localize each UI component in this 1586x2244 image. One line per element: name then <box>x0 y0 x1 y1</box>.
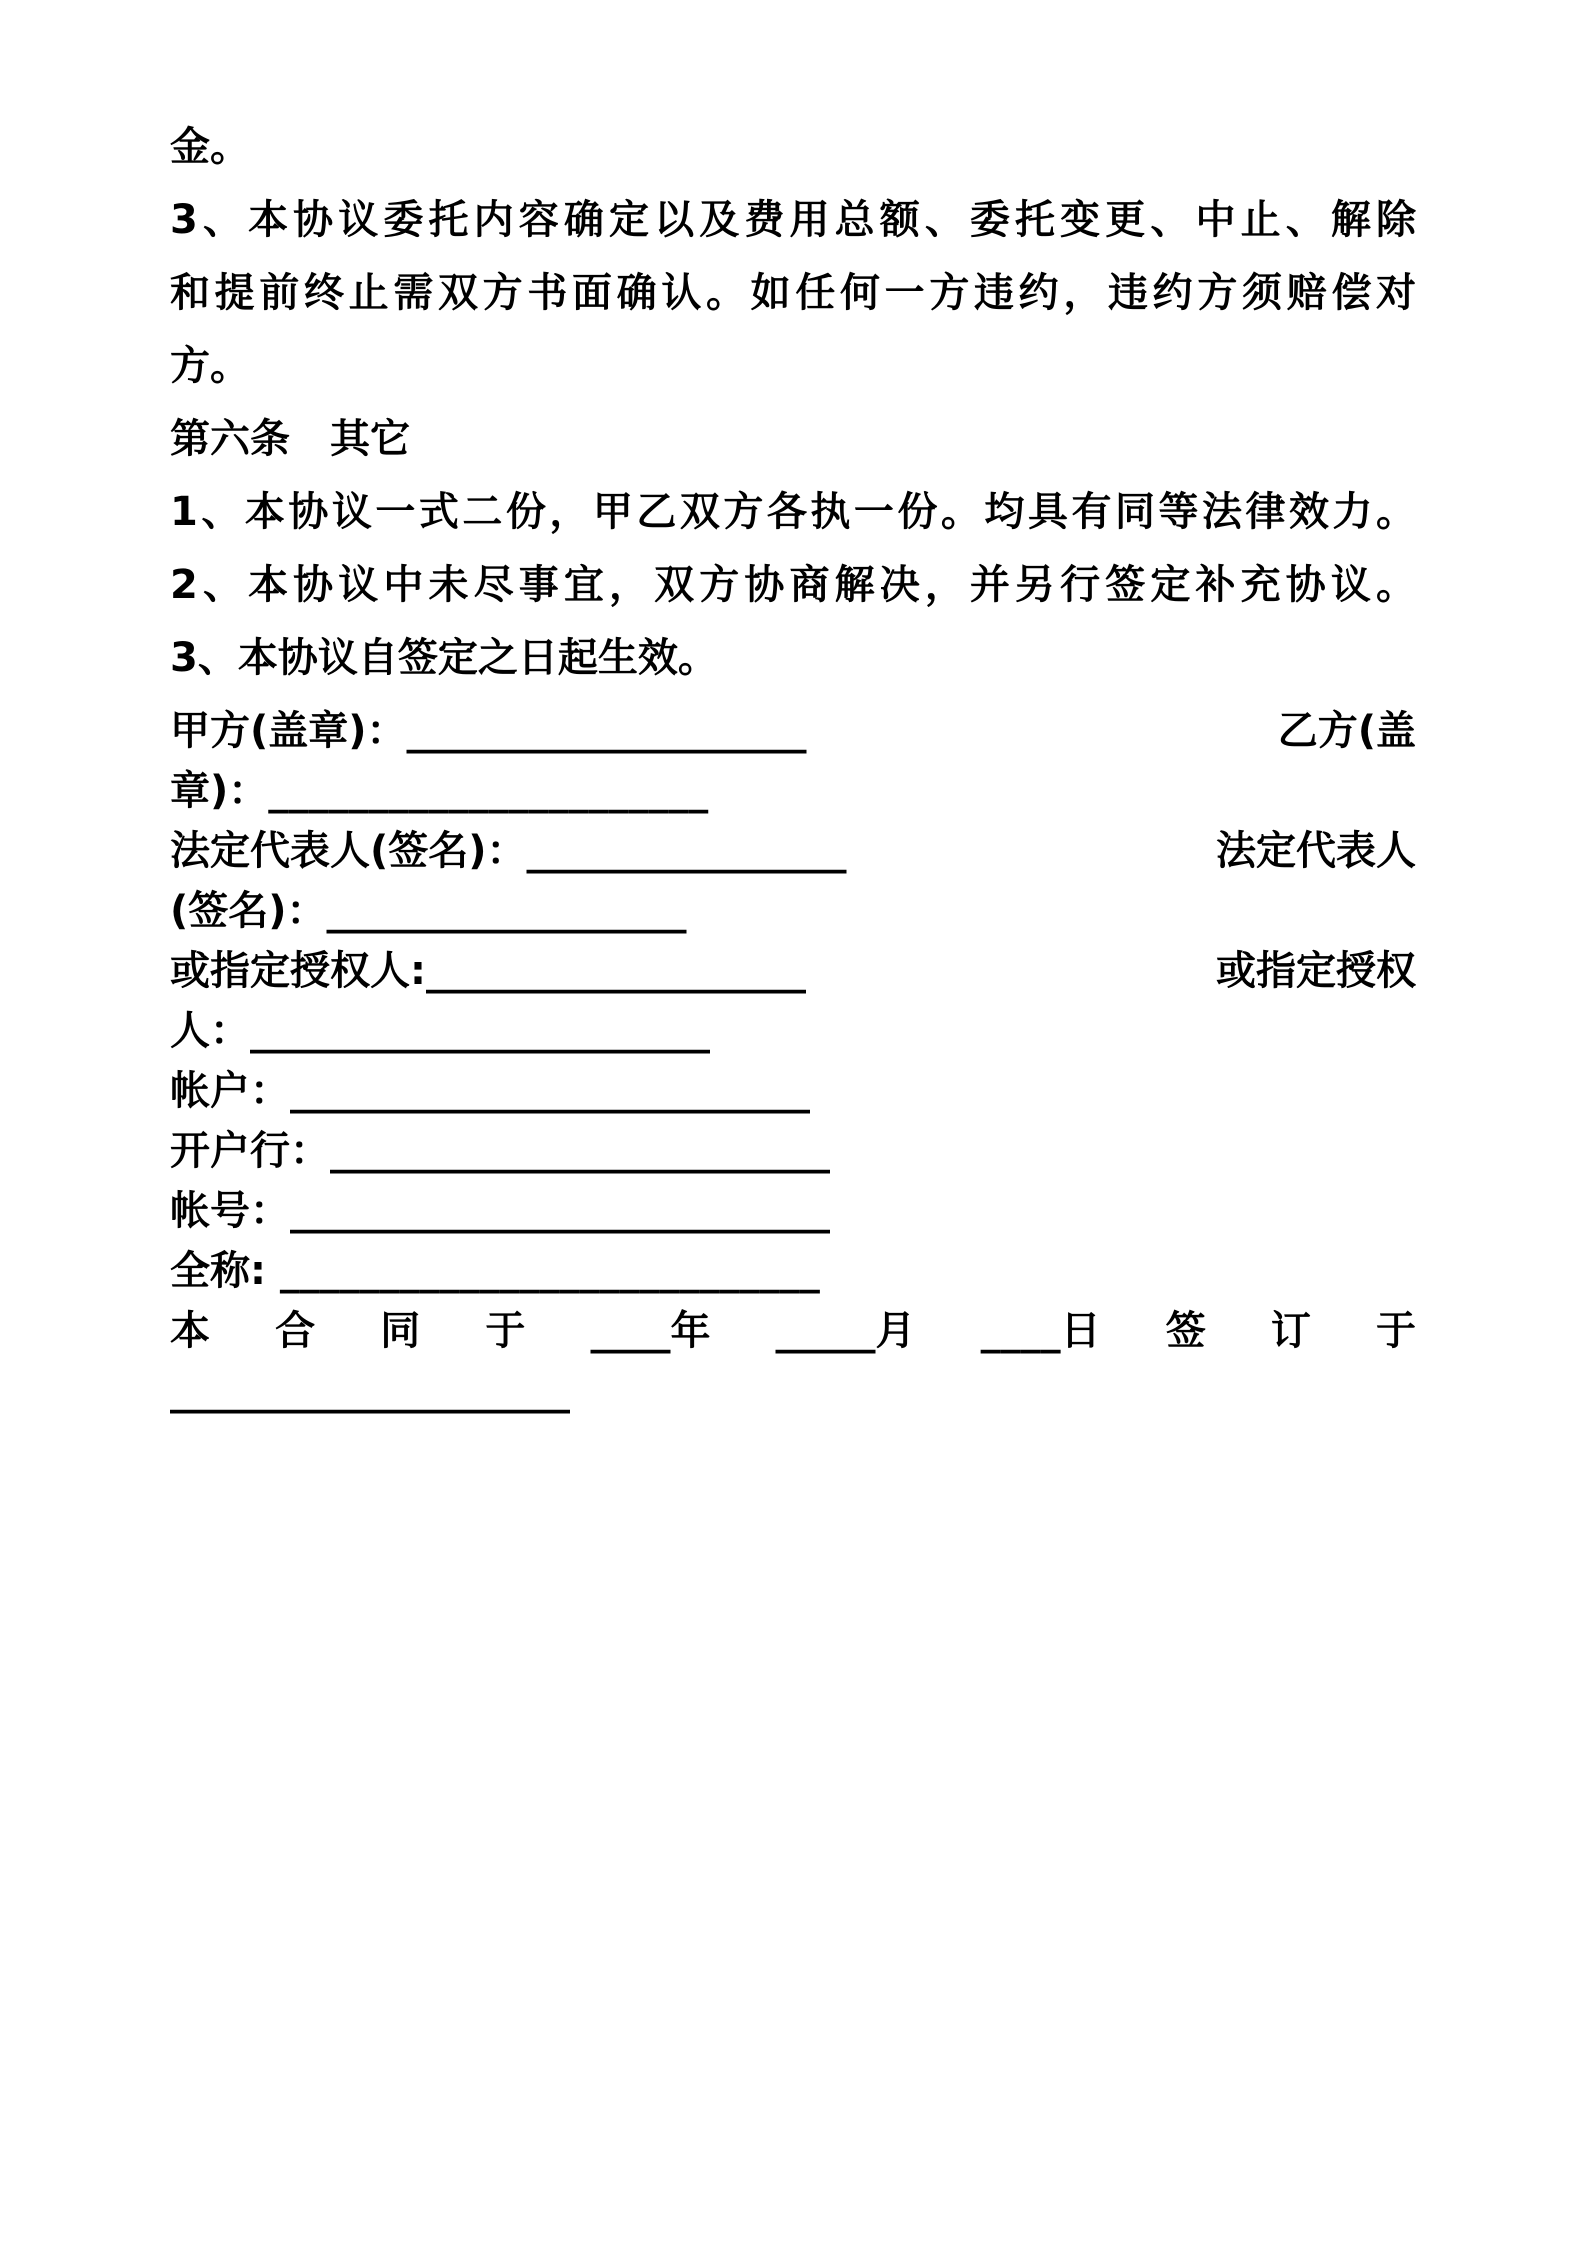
account-number-line: 帐号：___________________________ <box>170 1188 830 1234</box>
authorized-person-b-continuation: 人：_______________________ <box>170 1008 710 1054</box>
party-a-seal-label-blank: 甲方(盖章)：____________________ <box>170 708 807 754</box>
date-token: 本 <box>170 1308 210 1354</box>
heading-article-6: 第六条 其它 <box>170 416 410 462</box>
account-line: 帐户：__________________________ <box>170 1068 810 1114</box>
contract-body-section <box>170 118 1416 687</box>
authorized-person-b-label-start: 或指定授权 <box>1216 948 1416 994</box>
legal-rep-b-continuation: (签名)：__________________ <box>170 888 687 934</box>
date-token: 订 <box>1270 1308 1311 1354</box>
date-token-month-blank: _____月 <box>775 1308 916 1354</box>
full-name-line: 全称: ___________________________ <box>170 1248 820 1294</box>
signing-place-blank-line: ____________________ <box>170 1368 570 1414</box>
article6-item-3: 3、本协议自签定之日起生效。 <box>170 635 718 681</box>
bank-branch-line: 开户行：_________________________ <box>170 1128 830 1174</box>
party-b-seal-continuation: 章)：______________________ <box>170 768 709 814</box>
date-token-day-blank: ____日 <box>980 1308 1101 1354</box>
clause-item-3-line-1: 3、本协议委托内容确定以及费用总额、委托变更、中止、解除 <box>170 197 1416 243</box>
party-b-seal-label-start: 乙方(盖 <box>1277 708 1416 754</box>
signature-section <box>170 702 1416 1420</box>
article6-item-1: 1、本协议一式二份，甲乙双方各执一份。均具有同等法律效力。 <box>170 489 1416 535</box>
date-token: 合 <box>275 1308 316 1354</box>
authorized-person-a-line <box>170 942 1416 1000</box>
legal-rep-b-label-start: 法定代表人 <box>1216 828 1416 874</box>
article6-item-2: 2、本协议中未尽事宜，双方协商解决，并另行签定补充协议。 <box>170 562 1416 608</box>
para-continuation-jin: 金。 <box>170 124 250 170</box>
authorized-person-a-label-blank: 或指定授权人:___________________ <box>170 948 806 994</box>
clause-item-3-line-2: 和提前终止需双方书面确认。如任何一方违约，违约方须赔偿对 <box>170 270 1416 316</box>
date-token: 签 <box>1165 1308 1206 1354</box>
legal-rep-a-line <box>170 822 1416 880</box>
clause-item-3-line-3: 方。 <box>170 343 250 389</box>
signing-date-line <box>170 1302 1416 1360</box>
date-token-year-blank: ____年 <box>590 1308 711 1354</box>
date-token: 于 <box>1375 1308 1416 1354</box>
date-token: 于 <box>485 1308 526 1354</box>
legal-rep-a-label-blank: 法定代表人(签名)：________________ <box>170 828 847 874</box>
date-token: 同 <box>380 1308 421 1354</box>
party-a-seal-line <box>170 702 1416 760</box>
